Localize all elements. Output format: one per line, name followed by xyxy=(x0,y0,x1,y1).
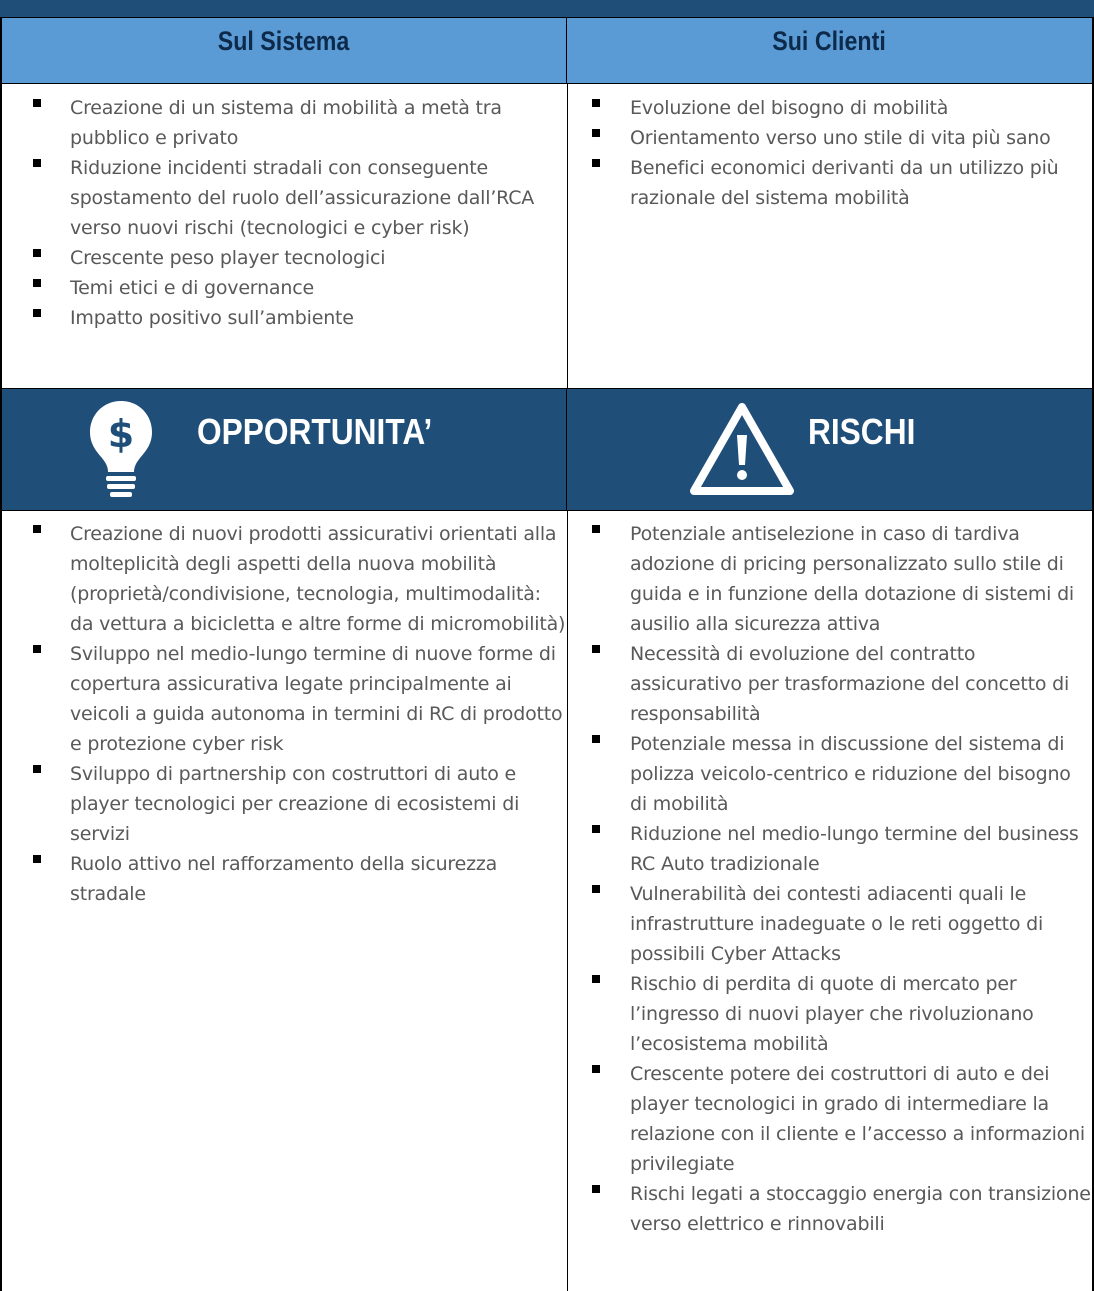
lightbulb-dollar-icon xyxy=(88,399,154,503)
list-item: Crescente peso player tecnologici xyxy=(2,243,567,273)
list-item: Rischio di perdita di quote di mercato per l’ingresso di nuovi player che rivoluzionano l’ecosistema mobilità xyxy=(568,969,1092,1059)
rischi-title: RISCHI xyxy=(808,411,916,452)
sui-clienti-cell xyxy=(567,84,1094,388)
list-item: Riduzione incidenti stradali con conseguente spostamento del ruolo dell’assicurazione dall’RCA verso nuovi rischi (tecnologici e cyber risk) xyxy=(2,153,567,243)
list-item: Creazione di nuovi prodotti assicurativi orientati alla molteplicità degli aspetti della nuova mobilità (proprietà/condivisione, tecnologia, multimodalità: da vettura a bicicletta e altre forme di micromobilità) xyxy=(2,519,567,639)
list-item: Rischi legati a stoccaggio energia con transizione verso elettrico e rinnovabili xyxy=(568,1179,1092,1239)
top-band xyxy=(0,0,1094,17)
list-item: Orientamento verso uno stile di vita più sano xyxy=(568,123,1092,153)
header-sul-sistema xyxy=(0,17,567,84)
warning-triangle-icon xyxy=(690,403,794,495)
rischi-banner xyxy=(567,388,1094,511)
opportunita-cell xyxy=(0,511,567,1291)
list-item: Vulnerabilità dei contesti adiacenti quali le infrastrutture inadeguate o le reti oggetto di possibili Cyber Attacks xyxy=(568,879,1092,969)
opportunita-banner xyxy=(0,388,567,511)
sui-clienti-list xyxy=(568,93,1092,213)
list-item: Crescente potere dei costruttori di auto e dei player tecnologici in grado di intermediare la relazione con il cliente e l’accesso a informazioni privilegiate xyxy=(568,1059,1092,1179)
header-sui-clienti-label: Sui Clienti xyxy=(772,26,887,56)
opportunita-title: OPPORTUNITA’ xyxy=(197,411,433,452)
list-item: Ruolo attivo nel rafforzamento della sicurezza stradale xyxy=(2,849,567,909)
list-item: Sviluppo nel medio-lungo termine di nuove forme di copertura assicurativa legate principalmente ai veicoli a guida autonoma in termini di RC di prodotto e protezione cyber risk xyxy=(2,639,567,759)
sul-sistema-list xyxy=(2,93,567,333)
opportunita-list xyxy=(2,519,567,909)
list-item: Necessità di evoluzione del contratto assicurativo per trasformazione del concetto di responsabilità xyxy=(568,639,1092,729)
svg-text:$: $ xyxy=(107,412,135,456)
rischi-list xyxy=(568,519,1092,1239)
list-item: Sviluppo di partnership con costruttori di auto e player tecnologici per creazione di ecosistemi di servizi xyxy=(2,759,567,849)
list-item: Impatto positivo sull’ambiente xyxy=(2,303,567,333)
list-item: Potenziale antiselezione in caso di tardiva adozione di pricing personalizzato sullo stile di guida e in funzione della dotazione di sistemi di ausilio alla sicurezza attiva xyxy=(568,519,1092,639)
list-item: Riduzione nel medio-lungo termine del business RC Auto tradizionale xyxy=(568,819,1092,879)
header-sui-clienti xyxy=(567,17,1094,84)
list-item: Creazione di un sistema di mobilità a metà tra pubblico e privato xyxy=(2,93,567,153)
sul-sistema-cell xyxy=(0,84,567,388)
list-item: Evoluzione del bisogno di mobilità xyxy=(568,93,1092,123)
rischi-cell xyxy=(567,511,1094,1291)
list-item: Benefici economici derivanti da un utilizzo più razionale del sistema mobilità xyxy=(568,153,1092,213)
list-item: Temi etici e di governance xyxy=(2,273,567,303)
list-item: Potenziale messa in discussione del sistema di polizza veicolo-centrico e riduzione del bisogno di mobilità xyxy=(568,729,1092,819)
header-sul-sistema-label: Sul Sistema xyxy=(218,26,350,56)
